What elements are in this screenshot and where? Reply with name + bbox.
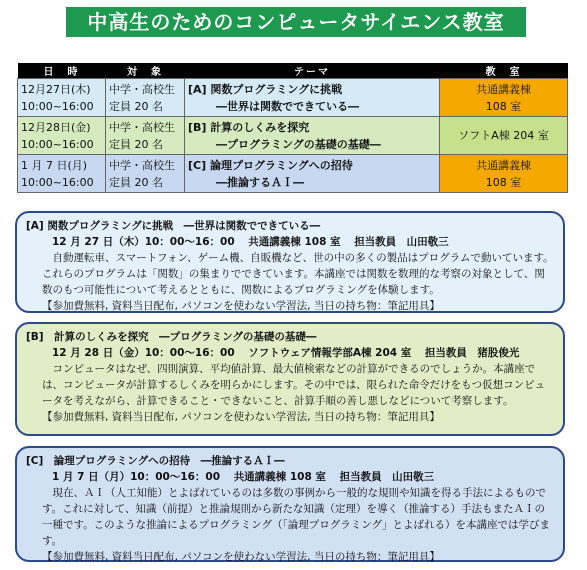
section-c-place: 共通講義棟 108 室: [233, 471, 326, 483]
section-b-place: ソフトウェア情報学部A棟 204 室: [248, 347, 412, 359]
section-a-note: 【参加費無料, 資料当日配布, パソコンを使わない学習法, 当日の持ち物：筆記用具】: [42, 300, 440, 312]
section-c-date: 1 月 7 日（月）10：00～16：00: [52, 471, 221, 483]
section-a-place: 共通講義棟 108 室: [248, 236, 341, 248]
section-a-schedule: [26, 234, 554, 250]
capacity-text: 定員 20 名: [109, 99, 163, 113]
section-b-heading: [B] 計算のしくみを探究 ―プログラミングの基礎の基礎―: [26, 331, 317, 343]
date-text: 1 月 7 日(月): [21, 158, 88, 172]
page-title: 中高生のためのコンピュータサイエンス教室: [66, 7, 526, 37]
capacity-text: 定員 20 名: [109, 137, 163, 151]
room-building: ソフトA棟 204 室: [458, 129, 549, 142]
theme-cell: [185, 117, 440, 155]
table-row: [18, 155, 568, 193]
section-c-description: 現在、ＡＩ（人工知能）とよばれているのは多数の事例から一般的な規則や知識を得る手法によるものです。これに対して、知識（前提）と推論規則から新たな知識（定理）を導く（推論する）手法もまたＡＩの一種です。このような推論によるプログラミング（「論理プログラミング」とよばれる）を本講座では学びます。: [42, 487, 550, 547]
section-a-description: 自動運転車、スマートフォン、ゲーム機、自販機など、世の中の多くの製品はプログラムで動いています。これらのプログラムは「関数」の集まりでできています。本講座では関数を数理的な考察の対象として、関数のもつ可能性について考えるとともに、関数によるプログラミングを体験します。: [42, 252, 554, 296]
theme-subtitle: ―プログラミングの基礎の基礎―: [216, 137, 381, 151]
target-cell: [106, 117, 185, 155]
section-c-schedule: [26, 469, 554, 485]
room-number: 108 室: [485, 175, 522, 189]
room-cell: [440, 117, 568, 155]
header-theme: テーマ: [185, 63, 440, 79]
target-text: 中学・高校生: [109, 82, 175, 96]
target-cell: [106, 155, 185, 193]
time-text: 10:00~16:00: [21, 99, 94, 113]
datetime-cell: [18, 117, 106, 155]
section-a-teacher: 担当教員 山田敬三: [354, 236, 449, 248]
section-b-teacher: 担当教員 猪股俊光: [424, 347, 520, 359]
section-b-note: 【参加費無料, 資料当日配布, パソコンを使わない学習法, 当日の持ち物：筆記用具】: [42, 411, 440, 423]
theme-subtitle: ―推論するＡＩ―: [216, 175, 304, 189]
header-room: 教 室: [440, 63, 568, 79]
header-datetime: 日 時: [18, 63, 106, 79]
target-cell: [106, 79, 185, 117]
section-a-date: 12 月 27 日（木）10：00～16：00: [52, 236, 235, 248]
section-a-box: [15, 211, 565, 313]
theme-title: [B] 計算のしくみを探究: [188, 120, 310, 134]
theme-cell: [185, 79, 440, 117]
room-cell: [440, 79, 568, 117]
table-row: [18, 117, 568, 155]
section-c-teacher: 担当教員 山田敬三: [339, 471, 435, 483]
room-cell: [440, 155, 568, 193]
room-building: 共通講義棟: [476, 158, 531, 172]
datetime-cell: [18, 79, 106, 117]
date-text: 12月27日(木): [21, 82, 91, 96]
date-text: 12月28日(金): [21, 120, 91, 134]
target-text: 中学・高校生: [109, 158, 175, 172]
header-target: 対 象: [106, 63, 185, 79]
section-b-description: コンピュータはなぜ、四則演算、平均値計算、最大値検索などの計算ができるのでしょうか。本講座では、コンピュータが計算するしくみを明らかにします。その中では、限られた命令だけをもつ仮想コンピュータを考えながら、計算できること・できないこと、計算手順の善し悪しなどについて考察します。: [42, 363, 546, 407]
time-text: 10:00~16:00: [21, 175, 94, 189]
schedule-table: [17, 63, 568, 193]
capacity-text: 定員 20 名: [109, 175, 163, 189]
room-number: 108 室: [485, 99, 522, 113]
section-b-schedule: [26, 345, 554, 361]
time-text: 10:00~16:00: [21, 137, 94, 151]
section-a-heading: [A] 関数プログラミングに挑戦 ―世界は関数でできている―: [26, 220, 321, 232]
section-c-heading: [C] 論理プログラミングへの招待 ―推論するＡＩ―: [26, 455, 285, 467]
section-b-date: 12 月 28 日（金）10：00～16：00: [52, 347, 235, 359]
section-c-note: 【参加費無料, 資料当日配布, パソコンを使わない学習法, 当日の持ち物：筆記用具】: [42, 551, 440, 563]
section-b-box: [15, 322, 565, 436]
theme-subtitle: ―世界は関数でできている―: [216, 99, 359, 113]
table-row: [18, 79, 568, 117]
table-header-row: [18, 63, 568, 79]
theme-title: [A] 関数プログラミングに挑戦: [188, 82, 343, 96]
room-building: 共通講義棟: [476, 82, 531, 96]
theme-title: [C] 論理プログラミングへの招待: [188, 158, 353, 172]
target-text: 中学・高校生: [109, 120, 175, 134]
theme-cell: [185, 155, 440, 193]
datetime-cell: [18, 155, 106, 193]
section-c-box: [15, 446, 565, 562]
